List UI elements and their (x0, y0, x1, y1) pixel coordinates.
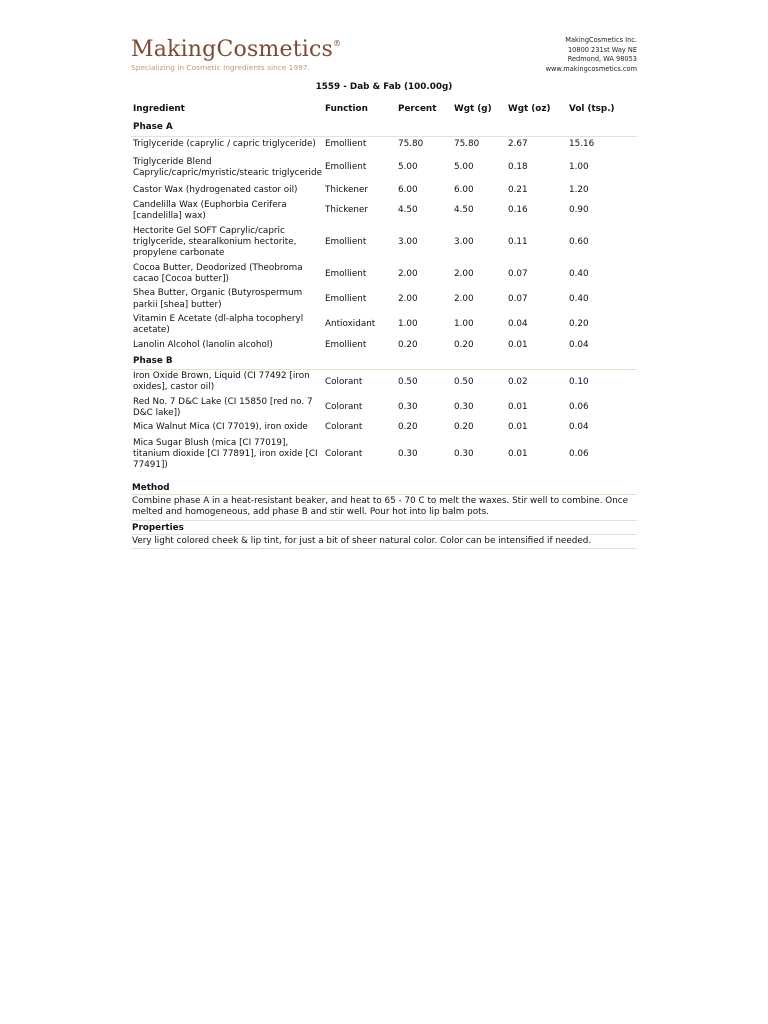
cell-function: Thickener (323, 198, 396, 223)
cell-volume-tsp: 1.20 (567, 183, 637, 198)
column-header-volume-tsp: Vol (tsp.) (569, 103, 615, 114)
cell-percent: 75.80 (396, 136, 452, 153)
table-row (131, 420, 637, 435)
cell-percent: 0.30 (396, 435, 452, 473)
table-row (131, 136, 637, 153)
cell-percent: 0.30 (396, 395, 452, 420)
cell-weight-oz: 0.18 (506, 153, 567, 183)
cell-weight-oz: 0.04 (506, 312, 567, 337)
cell-volume-tsp: 0.20 (567, 312, 637, 337)
website-link[interactable]: www.makingcosmetics.com (545, 64, 637, 73)
cell-weight-g: 3.00 (452, 223, 506, 261)
table-row (131, 312, 637, 337)
cell-weight-g: 2.00 (452, 261, 506, 286)
cell-weight-oz: 0.01 (506, 338, 567, 353)
cell-percent: 1.00 (396, 312, 452, 337)
cell-function: Thickener (323, 183, 396, 198)
table-row (131, 395, 637, 420)
column-header-function: Function (325, 103, 368, 114)
cell-weight-oz: 0.16 (506, 198, 567, 223)
table-row (131, 261, 637, 286)
cell-ingredient: Triglyceride (caprylic / capric triglyceride) (131, 136, 323, 153)
cell-weight-g: 1.00 (452, 312, 506, 337)
cell-weight-g: 5.00 (452, 153, 506, 183)
cell-weight-oz: 2.67 (506, 136, 567, 153)
cell-ingredient: Vitamin E Acetate (dl-alpha tocopheryl acetate) (131, 312, 323, 337)
cell-function: Emollient (323, 338, 396, 353)
company-address (546, 36, 637, 74)
cell-percent: 0.50 (396, 370, 452, 395)
properties-section (131, 522, 637, 549)
brand-wordmark: MakingCosmetics® (131, 37, 342, 62)
cell-weight-g: 0.30 (452, 395, 506, 420)
cell-function: Colorant (323, 420, 396, 435)
method-section (131, 482, 637, 521)
table-row (131, 198, 637, 223)
address-line: Redmond, WA 98053 (567, 55, 637, 64)
address-line: 10800 231st Way NE (567, 45, 637, 54)
cell-weight-g: 0.20 (452, 338, 506, 353)
cell-ingredient: Red No. 7 D&C Lake (CI 15850 [red no. 7 D&C lake]) (131, 395, 323, 420)
cell-ingredient: Lanolin Alcohol (lanolin alcohol) (131, 338, 323, 353)
column-header-weight-oz: Wgt (oz) (508, 103, 551, 114)
cell-weight-g: 0.30 (452, 435, 506, 473)
cell-ingredient: Mica Walnut Mica (CI 77019), iron oxide (131, 420, 323, 435)
cell-volume-tsp: 0.04 (567, 420, 637, 435)
cell-ingredient: Cocoa Butter, Deodorized (Theobroma cacao [Cocoa butter]) (131, 261, 323, 286)
cell-volume-tsp: 1.00 (567, 153, 637, 183)
ingredients-table-body (131, 119, 637, 473)
cell-percent: 4.50 (396, 198, 452, 223)
cell-weight-g: 4.50 (452, 198, 506, 223)
cell-weight-g: 75.80 (452, 136, 506, 153)
column-header-weight-g: Wgt (g) (454, 103, 492, 114)
cell-function: Emollient (323, 136, 396, 153)
cell-ingredient: Hectorite Gel SOFT Caprylic/capric triglyceride, stearalkonium hectorite, propylene carbonate (131, 223, 323, 261)
cell-percent: 2.00 (396, 287, 452, 312)
cell-percent: 0.20 (396, 338, 452, 353)
cell-volume-tsp: 0.06 (567, 395, 637, 420)
cell-function: Colorant (323, 435, 396, 473)
cell-volume-tsp: 0.60 (567, 223, 637, 261)
cell-volume-tsp: 0.04 (567, 338, 637, 353)
method-text: Combine phase A in a heat-resistant beaker, and heat to 65 - 70 C to melt the waxes. Stir well to combine. Once melted and homogeneous, add phase B and stir well. Pour hot into lip balm pots. (131, 495, 637, 521)
cell-ingredient: Shea Butter, Organic (Butyrospermum parkii [shea] butter) (131, 287, 323, 312)
cell-weight-g: 6.00 (452, 183, 506, 198)
ingredients-table (131, 100, 637, 474)
cell-weight-oz: 0.07 (506, 261, 567, 286)
phase-label: Phase B (131, 353, 637, 370)
cell-percent: 6.00 (396, 183, 452, 198)
phase-label: Phase A (131, 119, 637, 136)
table-row (131, 370, 637, 395)
cell-weight-oz: 0.02 (506, 370, 567, 395)
cell-percent: 5.00 (396, 153, 452, 183)
cell-function: Antioxidant (323, 312, 396, 337)
cell-volume-tsp: 0.40 (567, 287, 637, 312)
column-header-ingredient: Ingredient (133, 103, 185, 114)
table-row (131, 223, 637, 261)
cell-function: Colorant (323, 370, 396, 395)
brand-logo (131, 37, 342, 75)
column-header-percent: Percent (398, 103, 437, 114)
cell-weight-g: 0.20 (452, 420, 506, 435)
cell-ingredient: Mica Sugar Blush (mica [CI 77019], titanium dioxide [CI 77891], iron oxide [CI 77491]) (131, 435, 323, 473)
cell-weight-g: 0.50 (452, 370, 506, 395)
cell-ingredient: Triglyceride Blend Caprylic/capric/myristic/stearic triglyceride (131, 153, 323, 183)
cell-ingredient: Iron Oxide Brown, Liquid (CI 77492 [iron oxides], castor oil) (131, 370, 323, 395)
table-row (131, 183, 637, 198)
cell-volume-tsp: 0.90 (567, 198, 637, 223)
cell-function: Emollient (323, 223, 396, 261)
cell-weight-oz: 0.01 (506, 395, 567, 420)
table-row (131, 153, 637, 183)
table-row (131, 287, 637, 312)
cell-weight-oz: 0.11 (506, 223, 567, 261)
properties-text: Very light colored cheek & lip tint, for just a bit of sheer natural color. Color can be intensified if needed. (131, 535, 637, 549)
cell-function: Emollient (323, 287, 396, 312)
cell-function: Emollient (323, 261, 396, 286)
cell-weight-oz: 0.01 (506, 420, 567, 435)
cell-volume-tsp: 0.10 (567, 370, 637, 395)
properties-heading: Properties (131, 522, 637, 535)
address-line: MakingCosmetics Inc. (565, 36, 637, 44)
table-row (131, 338, 637, 353)
cell-ingredient: Candelilla Wax (Euphorbia Cerifera [candelilla] wax) (131, 198, 323, 223)
cell-percent: 2.00 (396, 261, 452, 286)
cell-weight-oz: 0.07 (506, 287, 567, 312)
cell-weight-oz: 0.01 (506, 435, 567, 473)
table-row (131, 435, 637, 473)
phase-header-row (131, 119, 637, 136)
method-heading: Method (131, 482, 637, 495)
cell-weight-g: 2.00 (452, 287, 506, 312)
cell-volume-tsp: 15.16 (567, 136, 637, 153)
cell-percent: 0.20 (396, 420, 452, 435)
brand-tagline: Specializing in Cosmetic Ingredients since 1997. (131, 63, 310, 72)
phase-header-row (131, 353, 637, 370)
cell-volume-tsp: 0.06 (567, 435, 637, 473)
cell-volume-tsp: 0.40 (567, 261, 637, 286)
formula-title: 1559 - Dab & Fab (100.00g) (315, 82, 453, 92)
cell-ingredient: Castor Wax (hydrogenated castor oil) (131, 183, 323, 198)
table-header-row (131, 100, 637, 119)
cell-function: Colorant (323, 395, 396, 420)
cell-percent: 3.00 (396, 223, 452, 261)
cell-function: Emollient (323, 153, 396, 183)
cell-weight-oz: 0.21 (506, 183, 567, 198)
